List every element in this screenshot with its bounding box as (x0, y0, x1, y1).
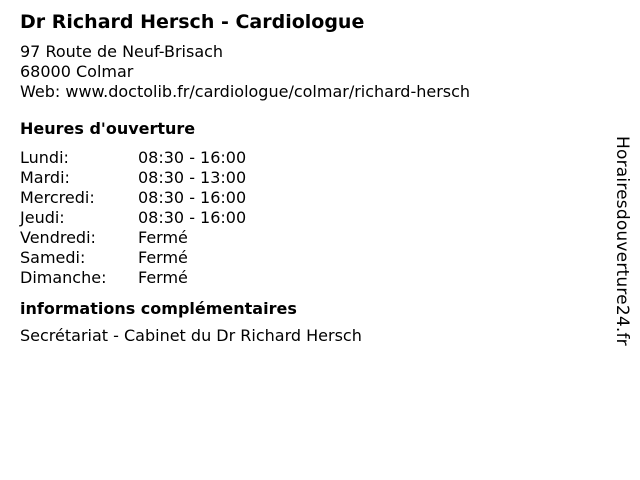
hours-day: Mercredi: (20, 188, 95, 207)
hours-day: Jeudi: (20, 208, 65, 227)
hours-heading: Heures d'ouverture (20, 119, 196, 138)
hours-day: Lundi: (20, 148, 69, 167)
hours-row (20, 208, 600, 228)
hours-time: 08:30 - 16:00 (138, 208, 247, 227)
page-title: Dr Richard Hersch - Cardiologue (20, 11, 365, 33)
hours-table (20, 148, 600, 288)
address-street: 97 Route de Neuf-Brisach (20, 42, 224, 61)
site-watermark: Horairesdouverture24.fr (612, 136, 632, 346)
hours-row (20, 148, 600, 168)
hours-row (20, 248, 600, 268)
hours-time: Fermé (138, 228, 188, 247)
info-text: Secrétariat - Cabinet du Dr Richard Hersch (20, 326, 362, 345)
hours-day: Dimanche: (20, 268, 107, 287)
hours-day: Samedi: (20, 248, 86, 267)
hours-row (20, 168, 600, 188)
hours-time: 08:30 - 16:00 (138, 188, 247, 207)
hours-day: Mardi: (20, 168, 70, 187)
hours-row (20, 188, 600, 208)
hours-time: Fermé (138, 248, 188, 267)
info-heading: informations complémentaires (20, 299, 297, 318)
hours-time: 08:30 - 13:00 (138, 168, 247, 187)
business-card (20, 10, 600, 346)
website-link[interactable]: Web: www.doctolib.fr/cardiologue/colmar/richard-hersch (20, 82, 471, 101)
hours-row (20, 228, 600, 248)
hours-day: Vendredi: (20, 228, 96, 247)
address-city: 68000 Colmar (20, 62, 134, 81)
hours-time: Fermé (138, 268, 188, 287)
hours-time: 08:30 - 16:00 (138, 148, 247, 167)
address-block (20, 42, 600, 102)
hours-row (20, 268, 600, 288)
